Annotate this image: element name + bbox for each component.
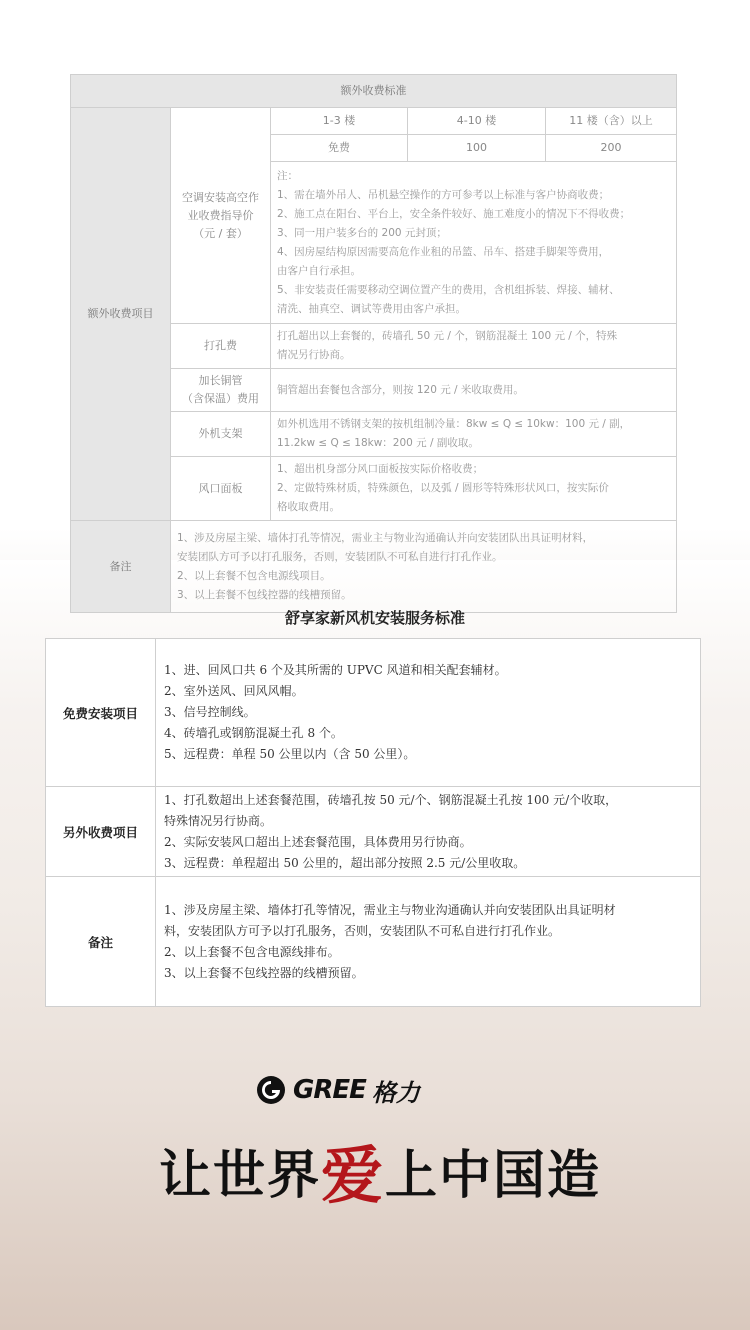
bracket-label: 外机支架 [171,412,271,457]
extra-fee-table [70,74,677,613]
service-remarks-label: 备注 [46,877,156,1007]
service-remarks-text: 1、涉及房屋主梁、墙体打孔等情况，需业主与物业沟通确认并向安装团队出具证明材 料，安装团队方可予以打孔服务，否则，安装团队不可私自进行打孔作业。 2、以上套餐不包含电源线排布。 3、以上套餐不包线控器的线槽预留。 [156,877,701,1007]
floor-header-1: 1-3 楼 [271,108,408,135]
gree-logo-mark-icon [255,1074,287,1106]
price-floor-1: 免费 [271,135,408,162]
drilling-fee-text: 打孔超出以上套餐的，砖墙孔 50 元 / 个，钢筋混凝土 100 元 / 个，特殊 情况另行协商。 [271,324,677,369]
extra-fee-row-header: 额外收费项目 [71,108,171,521]
section-title: 舒享家新风机安装服务标准 [284,609,465,627]
free-install-text: 1、进、回风口共 6 个及其所需的 UPVC 风道和相关配套辅材。 2、室外送风、回风风帽。 3、信号控制线。 4、砖墙孔或钢筋混凝土孔 8 个。 5、远程费：单程 50 公里以内（含 50 公里）。 [156,639,701,787]
aircon-fee-notes: 注： 1、需在墙外吊人、吊机悬空操作的方可参考以上标准与客户协商收费； 2、施工点在阳台、平台上，安全条件较好、施工难度小的情况下不得收费； 3、同一用户装多台的 200 元封顶； 4、因房屋结构原因需要高危作业租的吊篮、吊车、搭建手脚架等费用， 由客户自行承担。 5、非安装责任需要移动空调位置产生的费用，含机组拆装、焊接、辅材、 清洗、抽真空、调试等费用由客户承担。 [271,162,677,324]
slogan-highlight: 爱 [320,1138,385,1212]
vent-panel-label: 风口面板 [171,457,271,521]
remarks-label: 备注 [71,521,171,613]
free-install-label: 免费安装项目 [46,639,156,787]
remarks-text: 1、涉及房屋主梁、墙体打孔等情况，需业主与物业沟通确认并向安装团队出具证明材料， 安装团队方可予以打孔服务，否则，安装团队不可私自进行打孔作业。 2、以上套餐不包含电源线项目。 3、以上套餐不包线控器的线槽预留。 [171,521,677,613]
fresh-air-service-table [45,638,701,1007]
copper-pipe-label: 加长铜管 （含保温）费用 [171,369,271,412]
drilling-fee-label: 打孔费 [171,324,271,369]
gree-logo-text: GREE [293,1075,366,1105]
extra-charge-text: 1、打孔数超出上述套餐范围，砖墙孔按 50 元/个、钢筋混凝土孔按 100 元/个收取， 特殊情况另行协商。 2、实际安装风口超出上述套餐范围，具体费用另行协商。 3、远程费：单程超出 50 公里的，超出部分按照 2.5 元/公里收取。 [156,787,701,877]
floor-header-2: 4-10 楼 [408,108,546,135]
vent-panel-text: 1、超出机身部分风口面板按实际价格收费； 2、定做特殊材质，特殊颜色，以及弧 / 圆形等特殊形状风口，按实际价 格收取费用。 [271,457,677,521]
slogan-part-1: 让世界 [158,1144,321,1206]
gree-logo-chinese: 格力 [371,1077,420,1107]
extra-fee-title: 额外收费标准 [71,75,677,108]
bracket-text: 如外机选用不锈钢支架的按机组制冷量：8kw ≤ Q ≤ 10kw：100 元 / 副， 11.2kw ≤ Q ≤ 18kw：200 元 / 副收取。 [271,412,677,457]
price-floor-2: 100 [408,135,546,162]
aircon-fee-label: 空调安装高空作 业收费指导价 （元 / 套） [171,108,271,324]
extra-charge-label: 另外收费项目 [46,787,156,877]
copper-pipe-text: 铜管超出套餐包含部分，则按 120 元 / 米收取费用。 [271,369,677,412]
slogan [150,1130,610,1210]
price-floor-3: 200 [546,135,677,162]
floor-header-3: 11 楼（含）以上 [546,108,677,135]
slogan-part-2: 上中国造 [385,1144,602,1206]
gree-logo [255,1070,495,1110]
